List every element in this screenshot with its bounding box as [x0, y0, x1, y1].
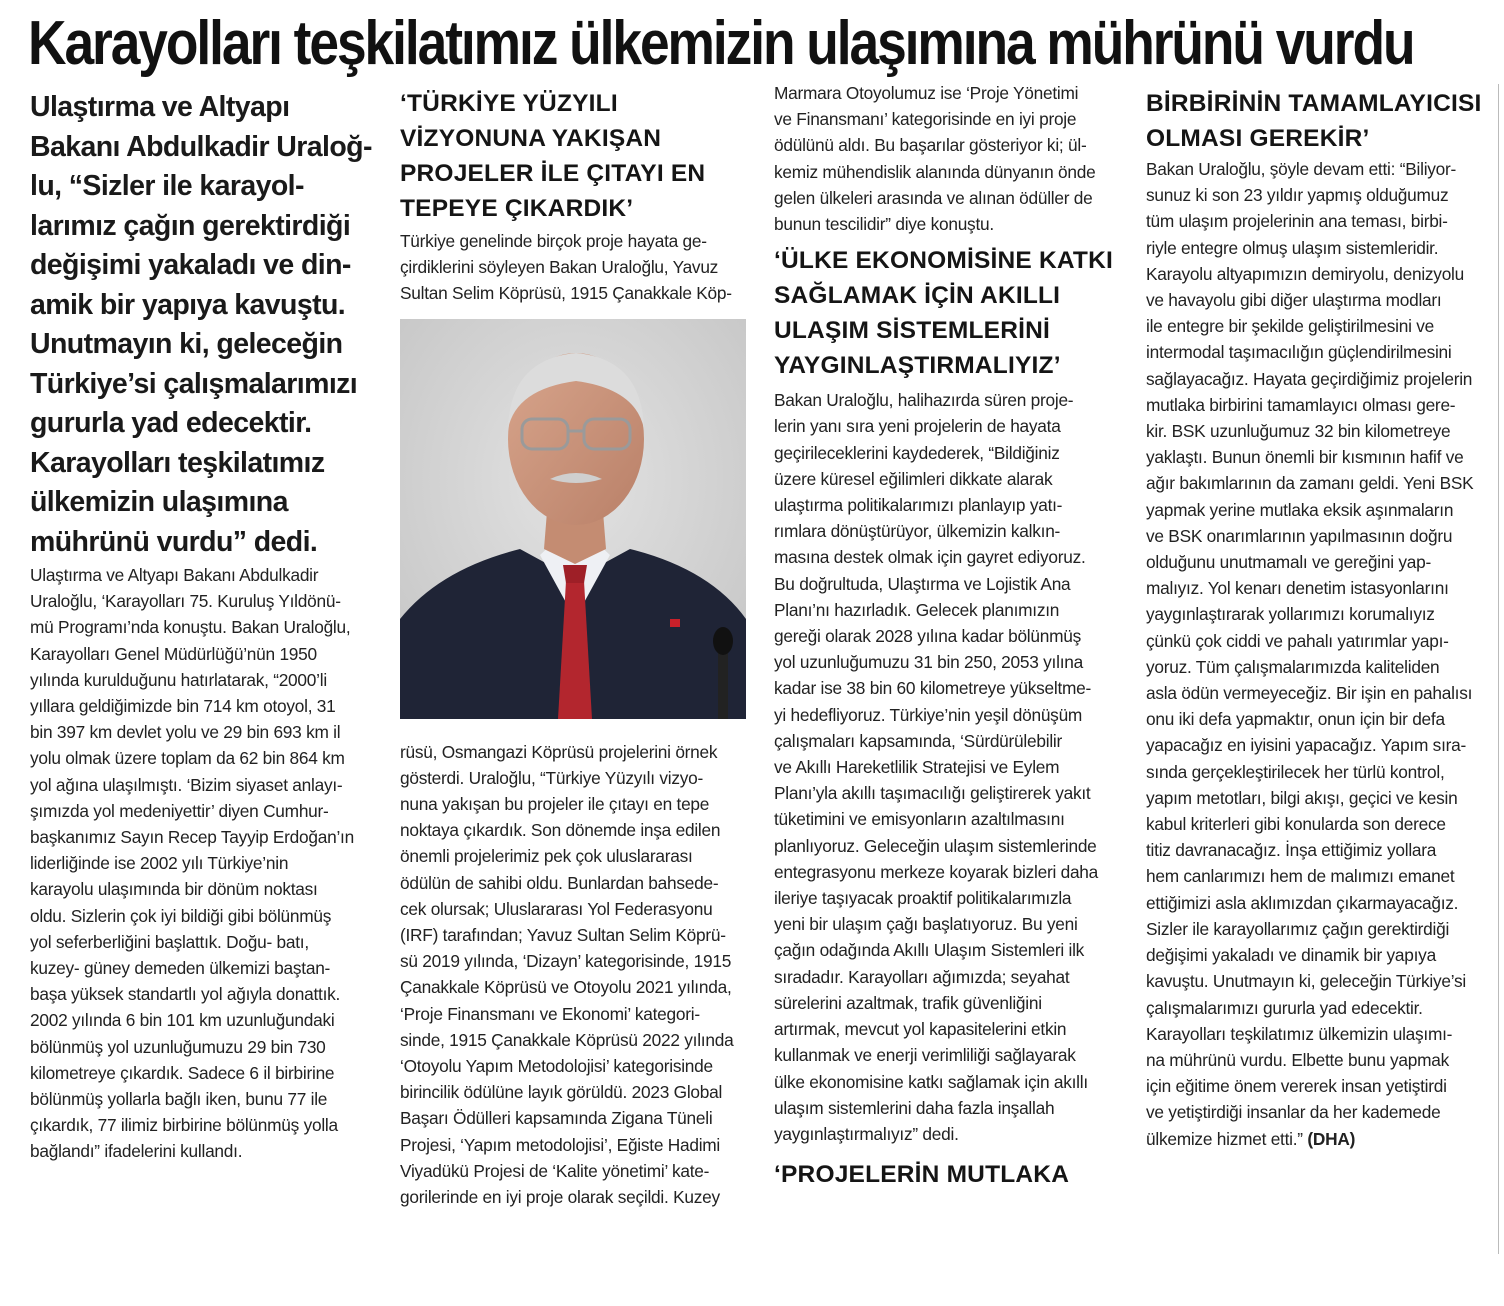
col3-body-line: tüketimini ve emisyonların azaltılmasını — [774, 809, 1065, 830]
lead-line: amik bir yapıya kavuştu. — [30, 288, 346, 321]
col3-body-line: kadar ise 38 bin 60 kilometreye yükseltme- — [774, 678, 1092, 699]
col4-body-line: Karayolları teşkilatımız ülkemizin ulaşımı- — [1146, 1023, 1453, 1044]
col4-body-line: değişimi yakaladı ve dinamik bir yapıya — [1146, 945, 1436, 966]
col2-body-bottom-line: sinde, 1915 Çanakkale Köprüsü 2022 yılında — [400, 1029, 734, 1050]
col4-body-line: kavuştu. Unutmayın ki, geleceğin Türkiye’si — [1146, 971, 1466, 992]
col3-body-top-line: ödülünü aldı. Bu başarılar gösteriyor ki; ül- — [774, 135, 1087, 156]
col4-body-line: ve havayolu gibi diğer ulaştırma modları — [1146, 290, 1442, 311]
col2-body-bottom-line: ‘Proje Finansmanı ve Ekonomi’ kategori- — [400, 1003, 700, 1024]
lead-line: Ulaştırma ve Altyapı — [30, 91, 290, 123]
col1-body-line: bölünmüş yol uzunluğumuzu 29 bin 730 — [30, 1036, 326, 1057]
col2-body-bottom — [400, 739, 746, 1211]
lead-paragraph — [30, 88, 372, 562]
col2-subheading — [400, 86, 746, 226]
col2-body-bottom-line: ödülün de sahibi oldu. Bunlardan bahsede- — [400, 872, 719, 893]
col2-body-bottom-line: rüsü, Osmangazi Köprüsü projelerini örnek — [400, 741, 718, 762]
col3-body-line: entegrasyonu merkeze koyarak bizleri daha — [774, 861, 1099, 882]
col1-body-line: mü Programı’nda konuştu. Bakan Uraloğlu, — [30, 617, 351, 638]
col2-body-bottom-line: Viyadükü Projesi de ‘Kalite yönetimi’ kate- — [400, 1160, 710, 1181]
col4-body-line: intermodal taşımacılığın güçlendirilmesini — [1146, 342, 1452, 363]
lead-line: lu, “Sizler ile karayol- — [30, 170, 304, 202]
lead-line: ülkemizin ulaşımına — [30, 486, 288, 518]
col1-body-line: kuzey- güney demeden ülkemizi baştan- — [30, 958, 331, 979]
lead-line: değişimi yakaladı ve din- — [30, 249, 351, 281]
col2-body-bottom-line: nuna yakışan bu projeler ile çıtayı en tepe — [400, 794, 710, 815]
col3-body-top-line: gelen ülkeleri arasında ve alınan ödüller de — [774, 187, 1093, 208]
col2-body-bottom-line: gorilerinde en iyi proje olarak seçildi. Kuzey — [400, 1187, 720, 1208]
col4-body-line: yoruz. Tüm çalışmalarımızda kaliteliden — [1146, 656, 1440, 677]
lead-line: larımız çağın gerektirdiği — [30, 209, 351, 242]
headline: Karayolları teşkilatımız ülkemizin ulaşımına mührünü vurdu — [28, 9, 1414, 78]
col1-body — [30, 562, 368, 1165]
col4-body-line: yaygınlaştırarak yollarımızı korumalıyız — [1146, 604, 1435, 625]
source-tag: (DHA) — [1307, 1128, 1356, 1149]
col1-body-line: liderliğinde ise 2002 yılı Türkiye’nin — [30, 853, 289, 874]
col3-body-top-line: ve Finansmanı’ kategorisinde en iyi proje — [774, 109, 1077, 130]
col3-body-line: gereği olarak 2028 yılına kadar bölünmüş — [774, 626, 1082, 647]
col4-body-line: ile entegre bir şekilde geliştirilmesini ve — [1146, 316, 1434, 337]
col2-body-bottom-line: cek olursak; Uluslararası Yol Federasyonu — [400, 898, 713, 919]
lead-line: Unutmayın ki, geleceğin — [30, 328, 343, 360]
lead-line: Karayolları teşkilatımız — [30, 446, 325, 479]
col2-body-bottom-line: gösterdi. Uraloğlu, “Türkiye Yüzyılı vizyo- — [400, 767, 703, 788]
col4-body-line: sağlayacağız. Hayata geçirdiğimiz projelerin — [1146, 368, 1473, 389]
col3-body-line: ileriye taşıyacak proaktif politikalarımızla — [774, 888, 1072, 909]
col3-body-line: yol uzunluğumuzu 31 bin 250, 2053 yılına — [774, 652, 1083, 673]
col3-body-line: Bu doğrultuda, Ulaştırma ve Lojistik Ana — [774, 573, 1071, 594]
col4-body-line: sında gerçekleştirilecek her türlü kontrol, — [1146, 761, 1445, 782]
col4-subheading — [1146, 86, 1492, 156]
col3-body-line: üzere küresel eğilimleri dikkate alarak — [774, 468, 1053, 489]
col3-body-line: planlıyoruz. Geleceğin ulaşım sistemlerinde — [774, 835, 1097, 856]
col3-subheading-2: ‘PROJELERİN MUTLAKA — [774, 1161, 1070, 1189]
col4-body-line: titiz davranacağız. İnşa ettiğimiz yollara — [1146, 840, 1437, 861]
col3-body-line: Planı’nı hazırladık. Gelecek planımızın — [774, 599, 1060, 620]
column-4 — [1146, 84, 1492, 1152]
col1-body-line: yılında kurulduğunu hatırlatarak, “2000’li — [30, 669, 327, 690]
column-2 — [400, 84, 746, 1210]
col3-body-line: sıradadır. Karayolları ağımızda; seyahat — [774, 966, 1070, 987]
col4-body-line: ağır bakımlarının da zamanı geldi. Yeni BSK — [1146, 473, 1474, 494]
col3-body-line: yeni bir ulaşım çağı başlatıyoruz. Bu yeni — [774, 914, 1078, 935]
col3-body-line: Bakan Uraloğlu, halihazırda süren proje- — [774, 390, 1074, 411]
col2-body-bottom-line: Çanakkale Köprüsü ve Otoyolu 2021 yılında, — [400, 977, 732, 998]
col3-body-line: çalışmaları kapsamında, ‘Sürdürülebilir — [774, 730, 1062, 751]
col3-body-top-line: bunun tescilidir” diye konuştu. — [774, 214, 994, 235]
col1-body-line: şımızda yol medeniyettir’ diyen Cumhur- — [30, 800, 329, 821]
col3-body-line: ulaştırma politikalarımızı planlayıp yatı- — [774, 495, 1063, 516]
col4-body-line: hem canlarımızı hem de malımızı emanet — [1146, 866, 1455, 887]
col1-body-line: başa yüksek standartlı yol ağıyla donattık. — [30, 984, 341, 1005]
col4-body-line: Bakan Uraloğlu, şöyle devam etti: “Biliyor- — [1146, 159, 1457, 179]
col3-sub-line: ‘ÜLKE EKONOMİSİNE KATKI — [774, 247, 1113, 275]
col1-body-line: Ulaştırma ve Altyapı Bakanı Abdulkadir — [30, 565, 319, 585]
portrait-photo-icon — [400, 319, 746, 719]
col1-body-line: çıkardık, 77 ilimiz birbirine bölünmüş yolla — [30, 1115, 338, 1136]
col3-body-top — [774, 80, 1118, 237]
col4-body-line: çünkü çok ciddi ve pahalı yatırımlar yapı- — [1146, 630, 1449, 651]
col3-body-line: ulaşım sistemlerini daha fazla inşallah — [774, 1097, 1055, 1118]
col1-body-line: karayolu ulaşımında bir dönüm noktası — [30, 879, 318, 900]
col1-body-line: oldu. Sizlerin çok iyi bildiği gibi bölünmüş — [30, 905, 332, 926]
col4-sub-line: BİRBİRİNİN TAMAMLAYICISI — [1146, 90, 1482, 117]
col3-body-line: artırmak, mevcut yol kapasitelerini etkin — [774, 1019, 1067, 1040]
col1-body-line: Uraloğlu, ‘Karayolları 75. Kuruluş Yıldönü- — [30, 591, 341, 612]
col1-body-line: yol seferberliğini başlattık. Doğu- batı, — [30, 931, 309, 952]
col2-sub-line: VİZYONUNA YAKIŞAN — [400, 125, 662, 152]
col1-body-line: bin 397 km devlet yolu ve 29 bin 693 km il — [30, 722, 341, 743]
col2-body-bottom-line: önemli projelerimiz pek çok uluslararası — [400, 846, 693, 867]
col2-body-bottom-line: (IRF) tarafından; Yavuz Sultan Selim Köprü- — [400, 925, 726, 946]
col2-body-bottom-line: birincilik ödülüne layık görüldü. 2023 Global — [400, 1082, 723, 1103]
col4-body-line: yapacağız en iyisini yapacağız. Yapım sıra- — [1146, 735, 1466, 756]
col2-body-top-line: çirdiklerini söyleyen Bakan Uraloğlu, Yavuz — [400, 257, 719, 278]
column-3 — [774, 84, 1118, 1192]
col2-body-top-line: Türkiye genelinde birçok proje hayata ge- — [400, 231, 707, 251]
col4-body-line: na mührünü vurdu. Elbette bunu yapmak — [1146, 1049, 1449, 1070]
col1-body-line: yıllara geldiğimizde bin 714 km otoyol, 31 — [30, 696, 336, 717]
col2-body-bottom-line: ‘Otoyolu Yapım Metodolojisi’ kategorisinde — [400, 1056, 713, 1077]
col1-body-line: başkanımız Sayın Recep Tayyip Erdoğan’ın — [30, 827, 354, 848]
col4-body-line: malıyız. Yol kenarı denetim istasyonlarını — [1146, 578, 1449, 599]
col4-body-line: kabul kriterleri gibi konularda son derece — [1146, 814, 1446, 835]
right-divider — [1498, 84, 1499, 1254]
portrait-photo — [400, 319, 746, 719]
col1-body-line: 2002 yılında 6 bin 101 km uzunluğundaki — [30, 1010, 335, 1031]
col1-body-line: yol ağına ulaşılmıştı. ‘Bizim siyaset anlayı- — [30, 774, 343, 795]
lead-line: Bakanı Abdulkadir Uraloğ- — [30, 130, 372, 163]
col3-body-line: kullanmak ve enerji verimliliği sağlayarak — [774, 1045, 1076, 1066]
col3-body-line: yi hedefliyoruz. Türkiye’nin yeşil dönüşüm — [774, 704, 1083, 725]
col4-body-line: çalışmalarımızı gururla yad edecektir. — [1146, 997, 1423, 1018]
col1-body-line: Karayolları Genel Müdürlüğü’nün 1950 — [30, 643, 317, 664]
col3-body-line: ve Akıllı Hareketlilik Stratejisi ve Eylem — [774, 757, 1060, 778]
col3-sub-line: ULAŞIM SİSTEMLERİNİ — [774, 317, 1051, 345]
col3-body-line: çağın odağında Akıllı Ulaşım Sistemleri ilk — [774, 940, 1085, 961]
col2-body-bottom-line: Projesi, ‘Yapım metodolojisi’, Eğiste Hadimi — [400, 1134, 721, 1155]
lead-line: mührünü vurdu” dedi. — [30, 525, 318, 558]
col4-body-line: ettiğimizi asla aklımızdan çıkarmayacağız. — [1146, 892, 1459, 913]
col2-body-bottom-line: sü 2019 yılında, ‘Dizayn’ kategorisinde, 1915 — [400, 951, 732, 972]
col4-body-line: asla ödün vermeyeceğiz. Bir işin en pahalısı — [1146, 683, 1473, 704]
col3-body-line: geçirileceklerini kaydederek, “Bildiğiniz — [774, 442, 1060, 463]
col2-body-bottom-line: noktaya çıkardık. Son dönemde inşa edilen — [400, 820, 721, 841]
col3-body-top-line: kemiz mühendislik alanında dünyanın önde — [774, 161, 1096, 182]
col1-body-line: yolu olmak üzere toplam da 62 bin 864 km — [30, 748, 345, 769]
col2-sub-line: PROJELER İLE ÇITAYI EN — [400, 160, 706, 187]
col4-body-line: riyle entegre olmuş ulaşım sistemleridir. — [1146, 237, 1439, 258]
col2-body-bottom-line: Başarı Ödülleri kapsamında Zigana Tüneli — [400, 1108, 713, 1129]
col3-body — [774, 387, 1118, 1147]
col1-body-line: bağlandı” ifadelerini kullandı. — [30, 1141, 243, 1162]
col3-body-line: yaygınlaştırmalıyız” dedi. — [774, 1123, 959, 1144]
col4-body-line: yapmak yerine mutlaka eksik aşınmaların — [1146, 499, 1454, 520]
column-1 — [30, 84, 372, 1165]
col4-body-line: ülkemize hizmet etti.” (DHA) — [1146, 1128, 1356, 1149]
col4-body-line: yaklaştı. Bunun önemli bir kısmının hafif ve — [1146, 447, 1464, 468]
col3-body-line: lerin yanı sıra yeni projelerin de hayata — [774, 416, 1061, 437]
col4-body-line: için eğitime önem vererek insan yetiştirdi — [1146, 1076, 1447, 1097]
col3-sub-line: YAYGINLAŞTIRMALIYIZ’ — [774, 352, 1061, 380]
col4-body-line: sunuz ki son 23 yıldır yapmış olduğumuz — [1146, 185, 1449, 206]
col3-subheading — [774, 243, 1118, 383]
col4-body-line: Sizler ile karayollarımız çağın gerektirdiği — [1146, 918, 1450, 939]
col3-sub-line: SAĞLAMAK İÇİN AKILLI — [774, 282, 1061, 310]
col4-body — [1146, 156, 1492, 1152]
col3-body-line: masına destek olmak için gayret ediyoruz. — [774, 547, 1086, 568]
lead-line: gururla yad edecektir. — [30, 407, 312, 439]
col4-sub-line: OLMASI GEREKİR’ — [1146, 125, 1370, 152]
col3-body-line: sürelerini azaltmak, trafik güvenliğini — [774, 992, 1042, 1013]
lead-line: Türkiye’si çalışmalarımızı — [30, 367, 358, 400]
col2-body-top-line: Sultan Selim Köprüsü, 1915 Çanakkale Köp- — [400, 283, 732, 304]
col3-body-top-line: Marmara Otoyolumuz ise ‘Proje Yönetimi — [774, 83, 1079, 103]
col1-body-line: bölünmüş yollarla bağlı iken, bunu 77 ile — [30, 1089, 328, 1110]
col4-body-line: mutlaka birbirini tamamlayıcı olması gere- — [1146, 394, 1456, 415]
col4-body-line: ve BSK onarımlarının yapılmasının doğru — [1146, 525, 1453, 546]
col4-body-line: tüm ulaşım projelerinin ana teması, birbi- — [1146, 211, 1448, 232]
col4-body-line: ve yetiştirdiği insanlar da her kademede — [1146, 1102, 1441, 1123]
col1-body-line: kilometreye çıkardık. Sadece 6 il birbirine — [30, 1062, 335, 1083]
col2-sub-line: TEPEYE ÇIKARDIK’ — [400, 195, 634, 222]
col3-body-line: Planı’yla akıllı taşımacılığı geliştirerek yakıt — [774, 783, 1091, 804]
col4-body-line: olduğunu unutmamalı ve gereğini yap- — [1146, 552, 1431, 573]
col4-body-line: Karayolu altyapımızın demiryolu, denizyolu — [1146, 263, 1465, 284]
col4-body-line: kir. BSK uzunluğumuz 32 bin kilometreye — [1146, 421, 1451, 442]
col3-body-line: rımlara dönüştürüyor, ülkemizin kalkın- — [774, 521, 1061, 542]
col4-body-line: onu iki defa yapmaktır, onun için bir defa — [1146, 709, 1445, 730]
col3-body-line: ülke ekonomisine katkı sağlamak için akıllı — [774, 1071, 1088, 1092]
col4-body-line: yapım metotları, bilgi akışı, geçici ve kesin — [1146, 787, 1458, 808]
col2-sub-line: ‘TÜRKİYE YÜZYILI — [400, 90, 618, 117]
col2-body-top — [400, 228, 746, 307]
